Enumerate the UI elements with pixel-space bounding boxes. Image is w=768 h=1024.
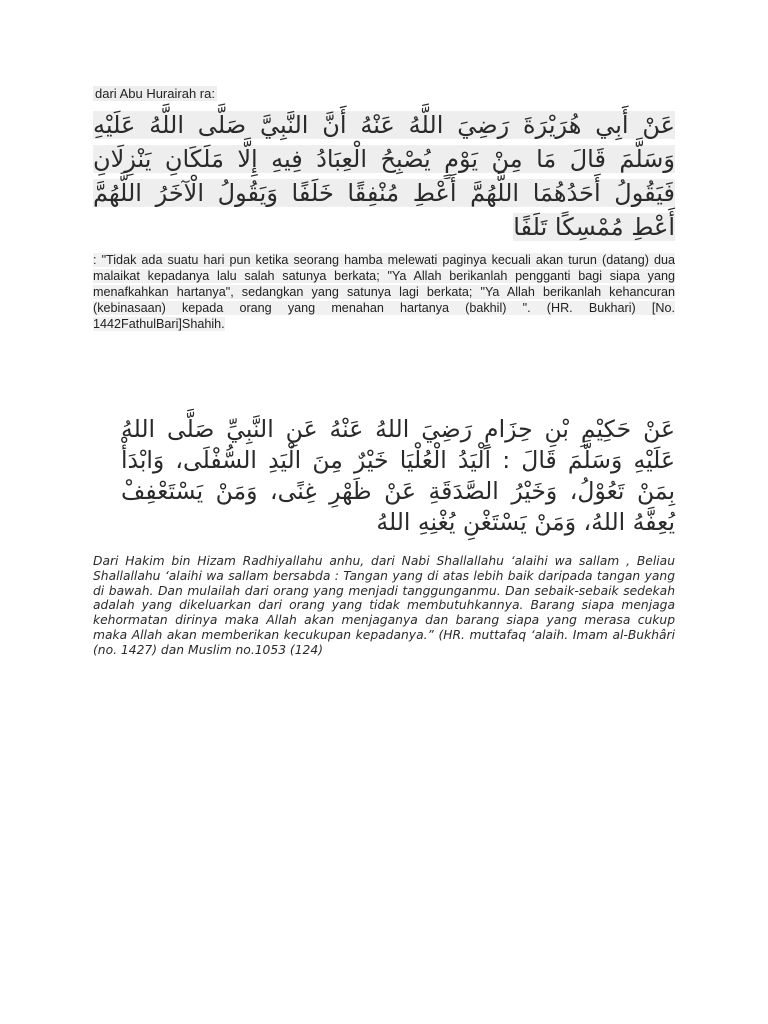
hadith-intro bbox=[93, 86, 675, 102]
hadith-arabic-highlight: عَنْ أَبِي هُرَيْرَةَ رَضِيَ اللَّهُ عَنْهُ أَنَّ النَّبِيَّ صَلَّى اللَّهُ عَلَيْهِ وَسَلَّمَ قَالَ مَا مِنْ يَوْمٍ يُصْبِحُ الْعِبَادُ فِيهِ إِلَّا مَلَكَانِ يَنْزِلَانِ فَيَقُولُ أَحَدُهُمَا اللَّهُمَّ أَعْطِ مُنْفِقًا خَلَفًا وَيَقُولُ الْآخَرُ اللَّهُمَّ أَعْطِ مُمْسِكًا تَلَفًا bbox=[93, 111, 675, 241]
hadith-translation-text: : "Tidak ada suatu hari pun ketika seorang hamba melewati paginya kecuali akan turun (datang) dua malaikat kepadanya lalu salah satunya berkata; "Ya Allah berikanlah pengganti bagi siapa yang menafkahkan hartanya", sedangkan yang satunya lagi berkata; "Ya Allah berikanlah kehancuran (kebinasaan) kepada orang yang menahan hartanya (bakhil) ". (HR. Bukhari) [No. 1442FathulBari]Shahih. bbox=[93, 253, 675, 331]
hadith-section-hakim-bin-hizam bbox=[93, 414, 675, 658]
hadith-translation bbox=[93, 252, 675, 332]
hadith-arabic-text bbox=[93, 108, 675, 244]
hadith-arabic-text-2: عَنْ حَكِيْمِ بْنِ حِزَامٍ رَضِيَ اللهُ عَنْهُ عَنِ النَّبِيِّ صَلَّى اللهُ عَلَيْهِ وَسَلَّمَ قَالَ : اَلْيَدُ الْعُلْيَا خَيْرٌ مِنَ الْيَدِ السُّفْلَى، وَابْدَأْ بِمَنْ تَعُوْلُ، وَخَيْرُ الصَّدَقَةِ عَنْ ظَهْرِ غِنًى، وَمَنْ يَسْتَعْفِفْ يُعِفَّهُ اللهُ، وَمَنْ يَسْتَغْنِ يُغْنِهِ اللهُ bbox=[121, 415, 675, 536]
document-page bbox=[93, 86, 675, 658]
hadith-translation-2: Dari Hakim bin Hizam Radhiyallahu anhu, dari Nabi Shallallahu ‘alaihi wa sallam , Beliau Shallallahu ‘alaihi wa sallam bersabda : Tangan yang di atas lebih baik daripada tangan yang di bawah. Dan mulailah dari orang yang menjadi tanggunganmu. Dan sebaik-sebaik sedekah adalah yang dikeluarkan dari orang yang tidak membutuhkannya. Barang siapa menjaga kehormatan dirinya maka Allah akan menjaganya dan barang siapa yang merasa cukup maka Allah akan memberikan kecukupan kepadanya.” (HR. muttafaq ‘alaih. Imam al-Bukhâri (no. 1427) dan Muslim no.1053 (124) bbox=[93, 554, 675, 657]
hadith-intro-text: dari Abu Hurairah ra: bbox=[95, 86, 215, 101]
hadith-section-abu-hurairah bbox=[93, 86, 675, 332]
